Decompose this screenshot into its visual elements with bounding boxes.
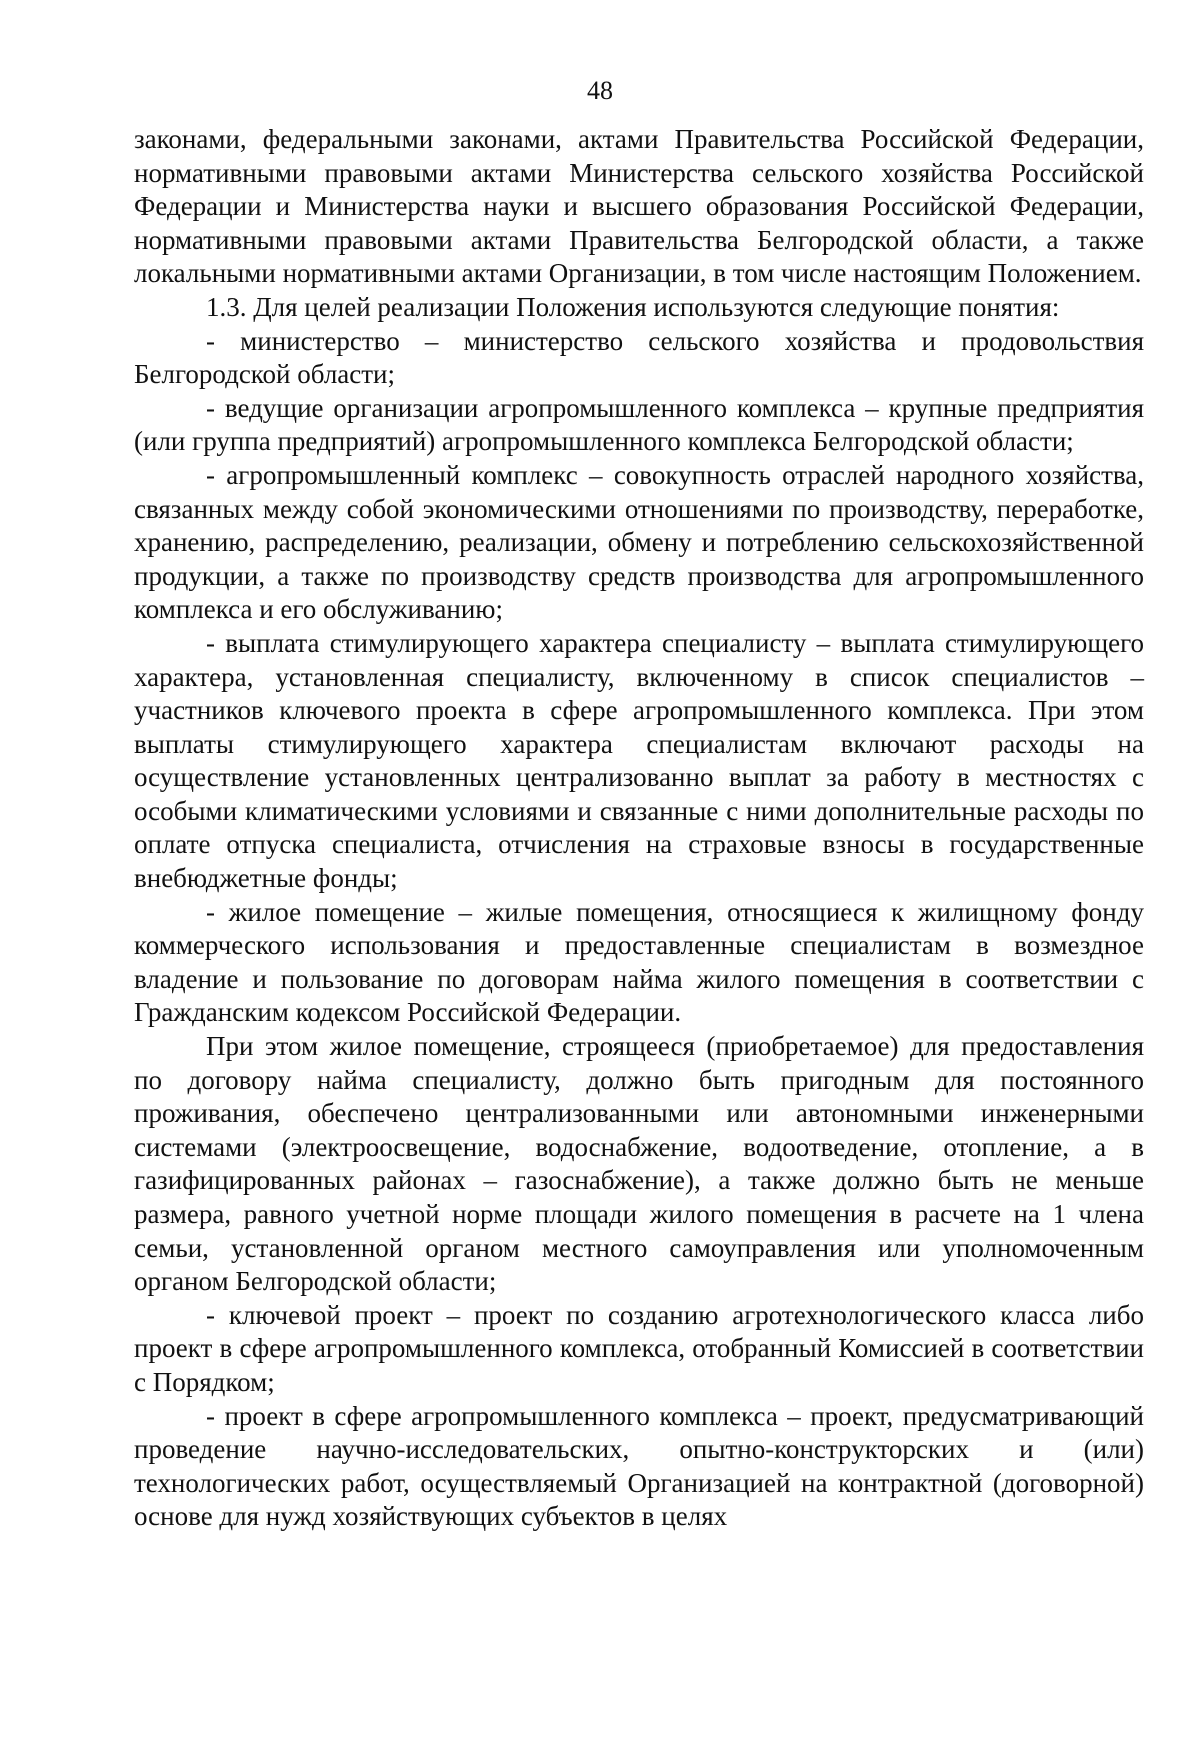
paragraph-premises-requirements: При этом жилое помещение, строящееся (приобретаемое) для предоставления по договору найма специалисту, должно быть пригодным для постоянного проживания, обеспечено централизованными или автономными инженерными системами (электроосвещение, водоснабжение, водоотведение, отопление, а в газифицированных районах – газоснабжение), а также должно быть не меньше размера, равного учетной норме площади жилого помещения в расчете на 1 члена семьи, установленной органом местного самоуправления или уполномоченным органом Белгородской области;	[134, 1031, 1144, 1297]
paragraph-definition-agro-project: - проект в сфере агропромышленного комплекса – проект, предусматривающий проведение научно-исследовательских, опытно-конструкторских и (или) технологических работ, осуществляемый Организацией на контрактной (договорной) основе для нужд хозяйствующих субъектов в целях	[134, 1400, 1144, 1532]
document-body	[134, 123, 1144, 1534]
paragraph-definition-residential-premises: - жилое помещение – жилые помещения, относящиеся к жилищному фонду коммерческого использования и предоставленные специалистам в возмездное владение и пользование по договорам найма жилого помещения в соответствии с Гражданским кодексом Российской Федерации.	[134, 896, 1144, 1028]
page-number: 48	[587, 76, 613, 105]
paragraph-definition-key-project: - ключевой проект – проект по созданию агротехнологического класса либо проект в сфере агропромышленного комплекса, отобранный Комиссией в соответствии с Порядком;	[134, 1299, 1144, 1397]
paragraph-definition-agro-complex: - агропромышленный комплекс – совокупность отраслей народного хозяйства, связанных между собой экономическими отношениями по производству, переработке, хранению, распределению, реализации, обмену и потреблению сельскохозяйственной продукции, а также по производству средств производства для агропромышленного комплекса и его обслуживанию;	[134, 459, 1144, 625]
paragraph-continuation: законами, федеральными законами, актами Правительства Российской Федерации, нормативными правовыми актами Министерства сельского хозяйства Российской Федерации и Министерства науки и высшего образования Российской Федерации, нормативными правовыми актами Правительства Белгородской области, а также локальными нормативными актами Организации, в том числе настоящим Положением.	[134, 124, 1144, 289]
paragraph-definition-incentive-payment: - выплата стимулирующего характера специалисту – выплата стимулирующего характера, установленная специалисту, включенному в список специалистов – участников ключевого проекта в сфере агропромышленного комплекса. При этом выплаты стимулирующего характера специалистам включают расходы на осуществление установленных централизованно выплат за работу в местностях с особыми климатическими условиями и связанные с ними дополнительные расходы по оплате отпуска специалиста, отчисления на страховые взносы в государственные внебюджетные фонды;	[134, 627, 1144, 894]
paragraph-section-1-3: 1.3. Для целей реализации Положения используются следующие понятия:	[206, 291, 1060, 322]
paragraph-definition-leading-organizations: - ведущие организации агропромышленного комплекса – крупные предприятия (или группа предприятий) агропромышленного комплекса Белгородской области;	[134, 392, 1144, 457]
paragraph-definition-ministry: - министерство – министерство сельского хозяйства и продовольствия Белгородской области;	[134, 325, 1144, 390]
